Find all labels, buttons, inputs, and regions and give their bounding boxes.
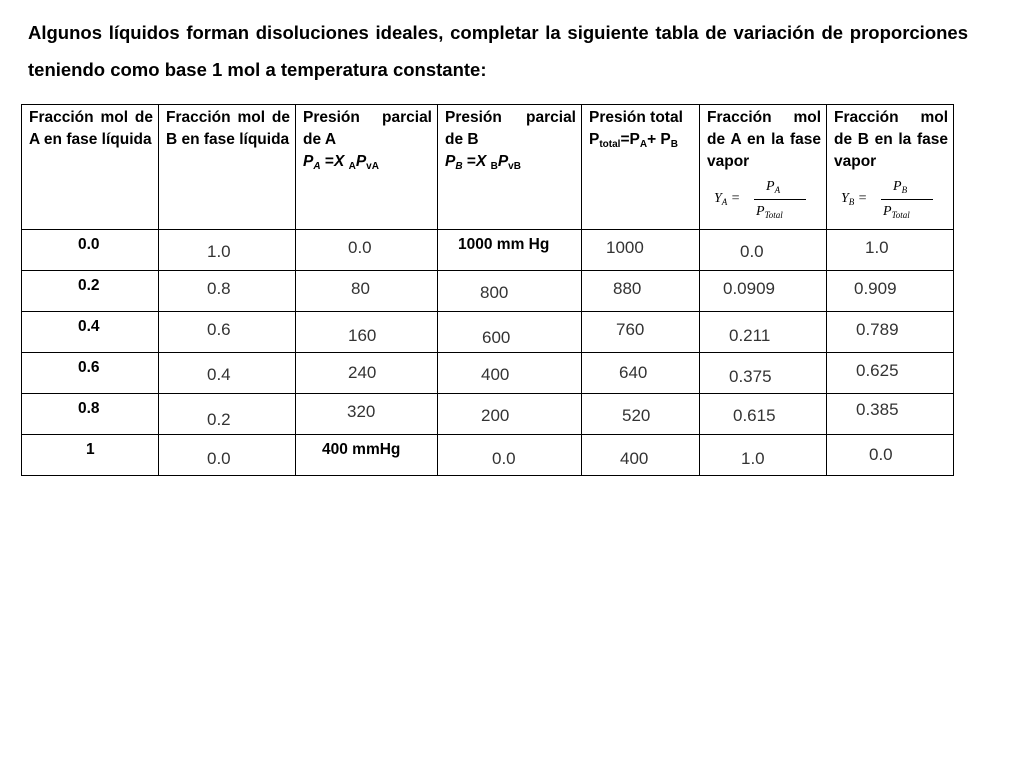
cell-pa-value: 240 — [348, 363, 377, 382]
cell-yb-value: 0.789 — [856, 320, 899, 339]
cell-yb-value: 0.625 — [856, 361, 899, 380]
header-pa-title — [296, 105, 437, 173]
cell-xb — [159, 435, 296, 476]
cell-pa-value: 320 — [347, 402, 376, 421]
cell-ya-value: 0.615 — [733, 406, 776, 425]
header-yb — [827, 105, 954, 230]
cell-xb — [159, 394, 296, 435]
cell-pb-value: 400 — [481, 365, 510, 384]
header-xa-title: Fracción mol de A en fase líquida — [29, 109, 153, 148]
cell-pt-value: 760 — [616, 320, 645, 339]
header-pb — [438, 105, 582, 230]
yb-formula-lhs: $Y_B$ = — [841, 191, 868, 207]
cell-ya-value: 0.0909 — [723, 279, 775, 298]
ya-formula-lhs: $Y_A$ = — [714, 191, 741, 207]
yb-formula-denominator: $P_{Total}$ — [883, 204, 910, 220]
cell-yb — [827, 394, 954, 435]
cell-yb — [827, 435, 954, 476]
cell-xb-value: 1.0 — [207, 242, 231, 261]
cell-ya — [700, 394, 827, 435]
header-pb-title — [438, 105, 581, 173]
cell-pa-value: 400 mmHg — [322, 441, 401, 458]
cell-xa — [22, 353, 159, 394]
cell-xa — [22, 230, 159, 271]
cell-xa-value: 0.0 — [78, 236, 100, 253]
instructions-text: Algunos líquidos forman disoluciones ideales, completar la siguiente tabla de variación de proporciones teniendo como base 1 mol a temperatura constante: — [28, 22, 968, 80]
cell-xb-value: 0.8 — [207, 279, 231, 298]
cell-xb-value: 0.4 — [207, 365, 231, 384]
cell-yb-value: 0.909 — [854, 279, 897, 298]
cell-pt-value: 520 — [622, 406, 651, 425]
cell-pa-value: 80 — [351, 279, 370, 298]
header-pa — [296, 105, 438, 230]
yb-fraction-bar — [881, 199, 933, 200]
cell-pt — [582, 353, 700, 394]
header-pa-label: Presión parcial de A — [303, 109, 432, 148]
cell-xa — [22, 271, 159, 312]
header-ya-title: Fracción mol de A en la fase vapor — [707, 109, 821, 170]
table-row — [22, 271, 954, 312]
cell-yb-value: 1.0 — [865, 238, 889, 257]
yb-formula-numerator: $P_B$ — [893, 179, 908, 195]
cell-ya — [700, 353, 827, 394]
header-yb-title: Fracción mol de B en la fase vapor — [834, 109, 948, 170]
cell-yb — [827, 230, 954, 271]
cell-pa — [296, 353, 438, 394]
cell-xa-value: 0.6 — [78, 359, 100, 376]
cell-xa-value: 0.4 — [78, 318, 100, 335]
ya-formula-denominator: $P_{Total}$ — [756, 204, 783, 220]
ya-formula-numerator: $P_A$ — [766, 179, 781, 195]
table-row — [22, 312, 954, 353]
cell-xa-value: 1 — [86, 441, 95, 458]
cell-pt-value: 640 — [619, 363, 648, 382]
cell-pa-value: 0.0 — [348, 238, 372, 257]
cell-pt-value: 1000 — [606, 238, 644, 257]
cell-xb-value: 0.2 — [207, 410, 231, 429]
cell-yb — [827, 312, 954, 353]
cell-pa — [296, 435, 438, 476]
cell-xb — [159, 271, 296, 312]
table-row — [22, 353, 954, 394]
cell-pt — [582, 271, 700, 312]
cell-xb — [159, 230, 296, 271]
cell-ya-value: 0.375 — [729, 367, 772, 386]
cell-xb-value: 0.6 — [207, 320, 231, 339]
cell-ya — [700, 312, 827, 353]
cell-pa — [296, 230, 438, 271]
header-xb-title: Fracción mol de B en fase líquida — [166, 109, 290, 148]
cell-ya-value: 0.211 — [729, 326, 771, 345]
cell-pa — [296, 394, 438, 435]
header-xb — [159, 105, 296, 230]
cell-xa — [22, 312, 159, 353]
cell-pb — [438, 312, 582, 353]
header-ptotal — [582, 105, 700, 230]
cell-pb-value: 200 — [481, 406, 510, 425]
cell-ya-value: 0.0 — [740, 242, 764, 261]
cell-ya-value: 1.0 — [741, 449, 765, 468]
cell-pa — [296, 271, 438, 312]
cell-pa — [296, 312, 438, 353]
cell-xa-value: 0.8 — [78, 400, 100, 417]
vapor-liquid-table — [21, 104, 954, 476]
header-xa — [22, 105, 159, 230]
cell-pb-value: 1000 mm Hg — [458, 236, 550, 253]
cell-ya — [700, 435, 827, 476]
cell-xa-value: 0.2 — [78, 277, 100, 294]
cell-yb — [827, 271, 954, 312]
table-row — [22, 394, 954, 435]
cell-pb — [438, 435, 582, 476]
cell-pa-value: 160 — [348, 326, 377, 345]
header-pa-formula-render: $P_A =X$ $_AP_{vA}$ — [303, 153, 379, 172]
cell-ya — [700, 271, 827, 312]
cell-xb — [159, 353, 296, 394]
cell-xa — [22, 394, 159, 435]
cell-pt — [582, 394, 700, 435]
cell-xb — [159, 312, 296, 353]
cell-pb — [438, 271, 582, 312]
cell-pt — [582, 230, 700, 271]
cell-pb — [438, 394, 582, 435]
cell-xb-value: 0.0 — [207, 449, 231, 468]
cell-pt — [582, 312, 700, 353]
table-header-row — [22, 105, 954, 230]
cell-pt — [582, 435, 700, 476]
cell-pb-value: 0.0 — [492, 449, 516, 468]
cell-pb — [438, 230, 582, 271]
cell-pt-value: 400 — [620, 449, 649, 468]
header-pb-formula-render: $P_B =X$ $_BP_{vB}$ — [445, 153, 521, 172]
cell-pb — [438, 353, 582, 394]
table-row — [22, 230, 954, 271]
cell-yb-value: 0.385 — [856, 400, 899, 419]
cell-ya — [700, 230, 827, 271]
cell-yb — [827, 353, 954, 394]
ya-fraction-bar — [754, 199, 806, 200]
header-ptotal-title — [582, 105, 699, 151]
header-pb-label: Presión parcial de B — [445, 109, 576, 148]
cell-pb-value: 600 — [482, 328, 511, 347]
cell-pt-value: 880 — [613, 279, 642, 298]
cell-xa — [22, 435, 159, 476]
header-ptotal-label: Presión total — [589, 109, 683, 126]
header-ptotal-formula-render: $P_{total}=P_A+ P_B$ — [589, 131, 679, 150]
table-row — [22, 435, 954, 476]
header-ya — [700, 105, 827, 230]
cell-yb-value: 0.0 — [869, 445, 893, 464]
cell-pb-value: 800 — [480, 283, 509, 302]
